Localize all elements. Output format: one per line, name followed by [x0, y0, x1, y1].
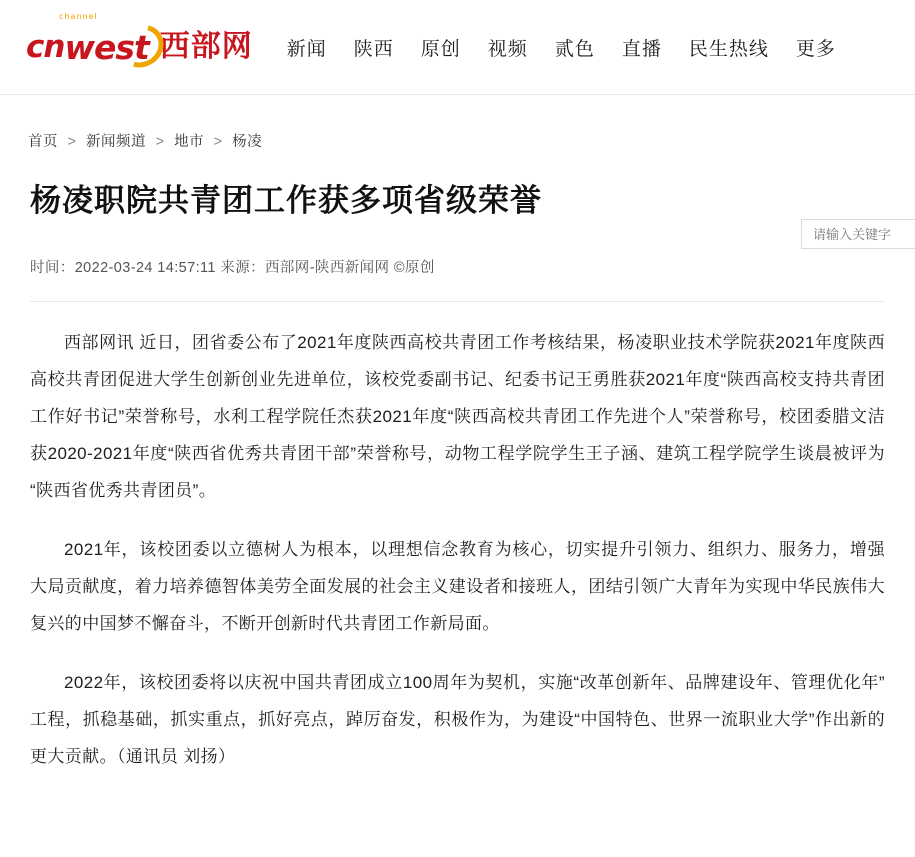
search-input[interactable]	[811, 226, 915, 243]
nav-item-original[interactable]: 原创	[420, 38, 461, 60]
page-title: 杨凌职院共青团工作获多项省级荣誉	[30, 183, 542, 218]
nav-item-shaanxi[interactable]: 陕西	[353, 38, 394, 60]
article-paragraph: 西部网讯 近日，团省委公布了2021年度陕西高校共青团工作考核结果，杨凌职业技术学院获2021年度陕西高校共青团促进大学生创新创业先进单位，该校党委副书记、纪委书记王勇胜获2021年度“陕西高校支持共青团工作好书记”荣誉称号，水利工程学院任杰获2021年度“陕西高校共青团工作先进个人”荣誉称号，校团委腊文洁获2020-2021年度“陕西省优秀共青团干部”荣誉称号，动物工程学院学生王子涵、建筑工程学院学生谈晨被评为“陕西省优秀共青团员”。	[30, 333, 885, 501]
breadcrumb-separator: >	[155, 133, 165, 150]
nav-item-video[interactable]: 视频	[487, 38, 528, 60]
nav-item-live[interactable]: 直播	[621, 38, 662, 60]
logo-channel-text: channel	[59, 12, 98, 21]
breadcrumb-separator: >	[67, 133, 77, 150]
article-body	[30, 324, 885, 775]
breadcrumb-item-news-channel[interactable]: 新闻频道	[86, 133, 147, 150]
breadcrumb-separator: >	[213, 133, 223, 150]
breadcrumb-item-yangling[interactable]: 杨凌	[232, 133, 263, 150]
breadcrumb-item-city[interactable]: 地市	[174, 133, 205, 150]
nav-item-more[interactable]: 更多	[795, 38, 836, 60]
logo-cn-text: cn	[26, 28, 65, 65]
breadcrumb	[28, 130, 262, 151]
nav-item-ershe[interactable]: 贰色	[554, 38, 595, 60]
main-navigation	[287, 21, 836, 73]
search-box[interactable]	[801, 219, 915, 249]
logo-west-text: west	[64, 27, 149, 67]
article	[0, 181, 915, 775]
divider	[30, 301, 885, 302]
breadcrumb-row	[0, 95, 915, 157]
article-paragraph: 2022年，该校团委将以庆祝中国共青团成立100周年为契机，实施“改革创新年、品牌建设年、管理优化年”工程，抓稳基础，抓实重点，抓好亮点，踔厉奋发，积极作为，为建设“中国特色、世界一流职业大学”作出新的更大贡献。（通讯员 刘扬）	[30, 673, 885, 767]
nav-item-hotline[interactable]: 民生热线	[688, 38, 769, 60]
site-header	[0, 0, 915, 95]
page-content	[0, 95, 915, 775]
breadcrumb-item-home[interactable]: 首页	[28, 133, 58, 150]
nav-item-news[interactable]: 新闻	[286, 38, 327, 60]
site-logo[interactable]	[26, 12, 253, 73]
logo-chinese-text: 西部网	[159, 30, 253, 63]
article-meta: 时间：2022-03-24 14:57:11 来源：西部网-陕西新闻网 ©原创	[30, 260, 435, 277]
article-paragraph: 2021年，该校团委以立德树人为根本，以理想信念教育为核心，切实提升引领力、组织力、服务力，增强大局贡献度，着力培养德智体美劳全面发展的社会主义建设者和接班人，团结引领广大青年为实现中华民族伟大复兴的中国梦不懈奋斗，不断开创新时代共青团工作新局面。	[30, 540, 885, 634]
